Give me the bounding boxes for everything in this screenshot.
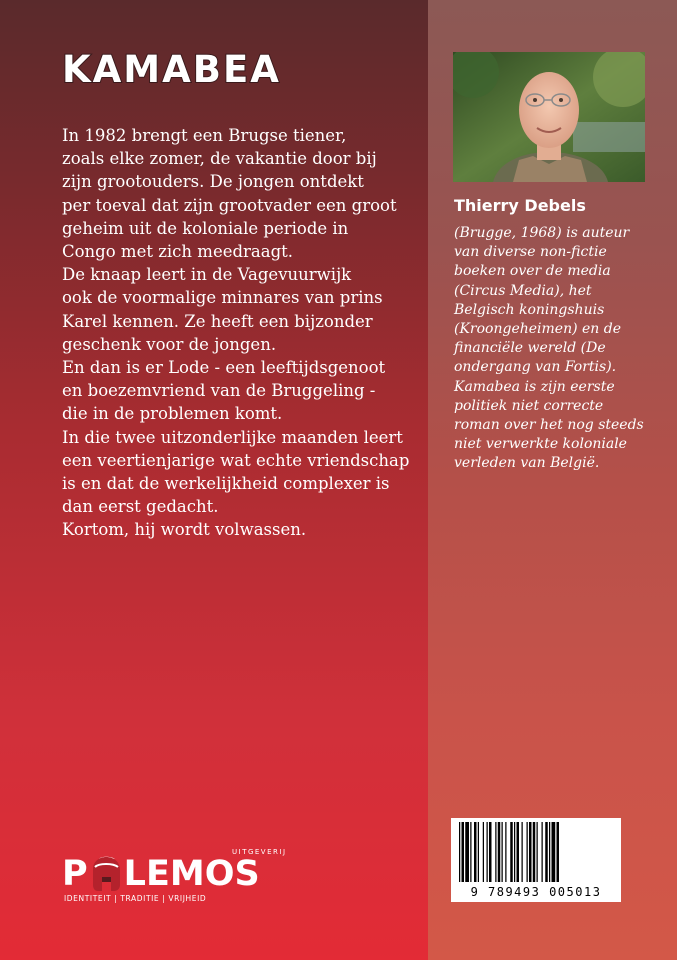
blurb-line: Congo met zich meedraagt. bbox=[62, 242, 294, 262]
barcode-bar bbox=[505, 822, 506, 882]
barcode-bar bbox=[545, 822, 548, 882]
blurb-line: Kortom, hij wordt volwassen. bbox=[62, 520, 307, 540]
isbn-digits: 9 789493 005013 bbox=[470, 885, 602, 899]
book-blurb bbox=[62, 124, 410, 542]
barcode-bar bbox=[542, 822, 543, 882]
barcode-bar bbox=[474, 822, 477, 882]
blurb-line: De knaap leert in de Vagevuurwijk bbox=[62, 265, 352, 285]
blurb-line: en boezemvriend van de Bruggeling - bbox=[62, 381, 376, 401]
barcode-bar bbox=[557, 822, 560, 882]
author-photo bbox=[453, 52, 645, 182]
barcode-bar bbox=[517, 822, 520, 882]
publisher-wordmark bbox=[62, 854, 260, 894]
bio-line: verleden van België. bbox=[454, 455, 600, 472]
barcode-bar bbox=[502, 822, 503, 882]
bio-line: politiek niet correcte bbox=[454, 397, 604, 414]
publisher-name-start: P bbox=[62, 854, 88, 894]
barcode-bar bbox=[549, 822, 550, 882]
publisher-name-end: LEMOS bbox=[123, 854, 260, 894]
spartan-helmet-icon bbox=[89, 855, 123, 893]
bio-line: (Brugge, 1968) is auteur bbox=[454, 225, 630, 241]
bio-line: (Circus Media), het bbox=[454, 282, 592, 299]
barcode-bar bbox=[489, 822, 492, 882]
blurb-line: ook de voormalige minnares van prins bbox=[62, 288, 383, 308]
barcode-bar bbox=[552, 822, 556, 882]
blurb-line: een veertienjarige wat echte vriendschap bbox=[62, 450, 410, 470]
bio-line: van diverse non-fictie bbox=[454, 244, 607, 261]
barcode-bar bbox=[462, 822, 465, 882]
author-name: Thierry Debels bbox=[454, 196, 586, 215]
blurb-line: die in de problemen komt. bbox=[62, 404, 283, 424]
bio-line: boeken over de media bbox=[454, 263, 611, 280]
isbn-barcode bbox=[451, 818, 621, 902]
publisher-label: UITGEVERIJ bbox=[232, 848, 287, 856]
bio-line: Kamabea is zijn eerste bbox=[454, 378, 615, 395]
publisher-logo bbox=[62, 848, 287, 910]
author-bio bbox=[454, 224, 669, 474]
barcode-bar bbox=[470, 822, 471, 882]
barcode-bars bbox=[451, 818, 621, 888]
blurb-line: En dan is er Lode - een leeftijdsgenoot bbox=[62, 358, 386, 378]
barcode-bar bbox=[465, 822, 469, 882]
barcode-bar bbox=[522, 822, 523, 882]
blurb-line: In 1982 brengt een Brugse tiener, bbox=[62, 126, 347, 145]
barcode-bar bbox=[483, 822, 484, 882]
barcode-bar bbox=[459, 822, 460, 882]
blurb-line: geheim uit de koloniale periode in bbox=[62, 218, 349, 238]
blurb-line: In die twee uitzonderlijke maanden leert bbox=[62, 427, 403, 447]
blurb-line: is en dat de werkelijkheid complexer is bbox=[62, 474, 390, 494]
bio-line: financiële wereld (De bbox=[454, 340, 606, 357]
bio-line: niet verwerkte koloniale bbox=[454, 436, 627, 453]
barcode-bar bbox=[537, 822, 538, 882]
author-photo-illustration bbox=[453, 52, 645, 182]
barcode-bar bbox=[478, 822, 479, 882]
barcode-bar bbox=[527, 822, 528, 882]
bio-line: ondergang van Fortis). bbox=[454, 359, 617, 376]
barcode-bar bbox=[495, 822, 496, 882]
bio-line: (Kroongeheimen) en de bbox=[454, 321, 622, 338]
blurb-line: dan eerst gedacht. bbox=[62, 497, 219, 517]
blurb-line: per toeval dat zijn grootvader een groot bbox=[62, 195, 397, 215]
blurb-line: Karel kennen. Ze heeft een bijzonder bbox=[62, 311, 373, 331]
blurb-line: zijn grootouders. De jongen ontdekt bbox=[62, 172, 364, 192]
barcode-bar bbox=[533, 822, 536, 882]
book-title: KAMABEA bbox=[62, 48, 281, 91]
barcode-bar bbox=[510, 822, 513, 882]
barcode-bar bbox=[487, 822, 488, 882]
barcode-bar bbox=[529, 822, 532, 882]
bio-line: roman over het nog steeds bbox=[454, 417, 644, 434]
bio-line: Belgisch koningshuis bbox=[454, 301, 605, 318]
blurb-line: geschenk voor de jongen. bbox=[62, 334, 277, 354]
barcode-bar bbox=[514, 822, 515, 882]
publisher-tagline: IDENTITEIT | TRADITIE | VRIJHEID bbox=[64, 894, 207, 903]
blurb-line: zoals elke zomer, de vakantie door bij bbox=[62, 149, 377, 169]
barcode-bar bbox=[498, 822, 501, 882]
